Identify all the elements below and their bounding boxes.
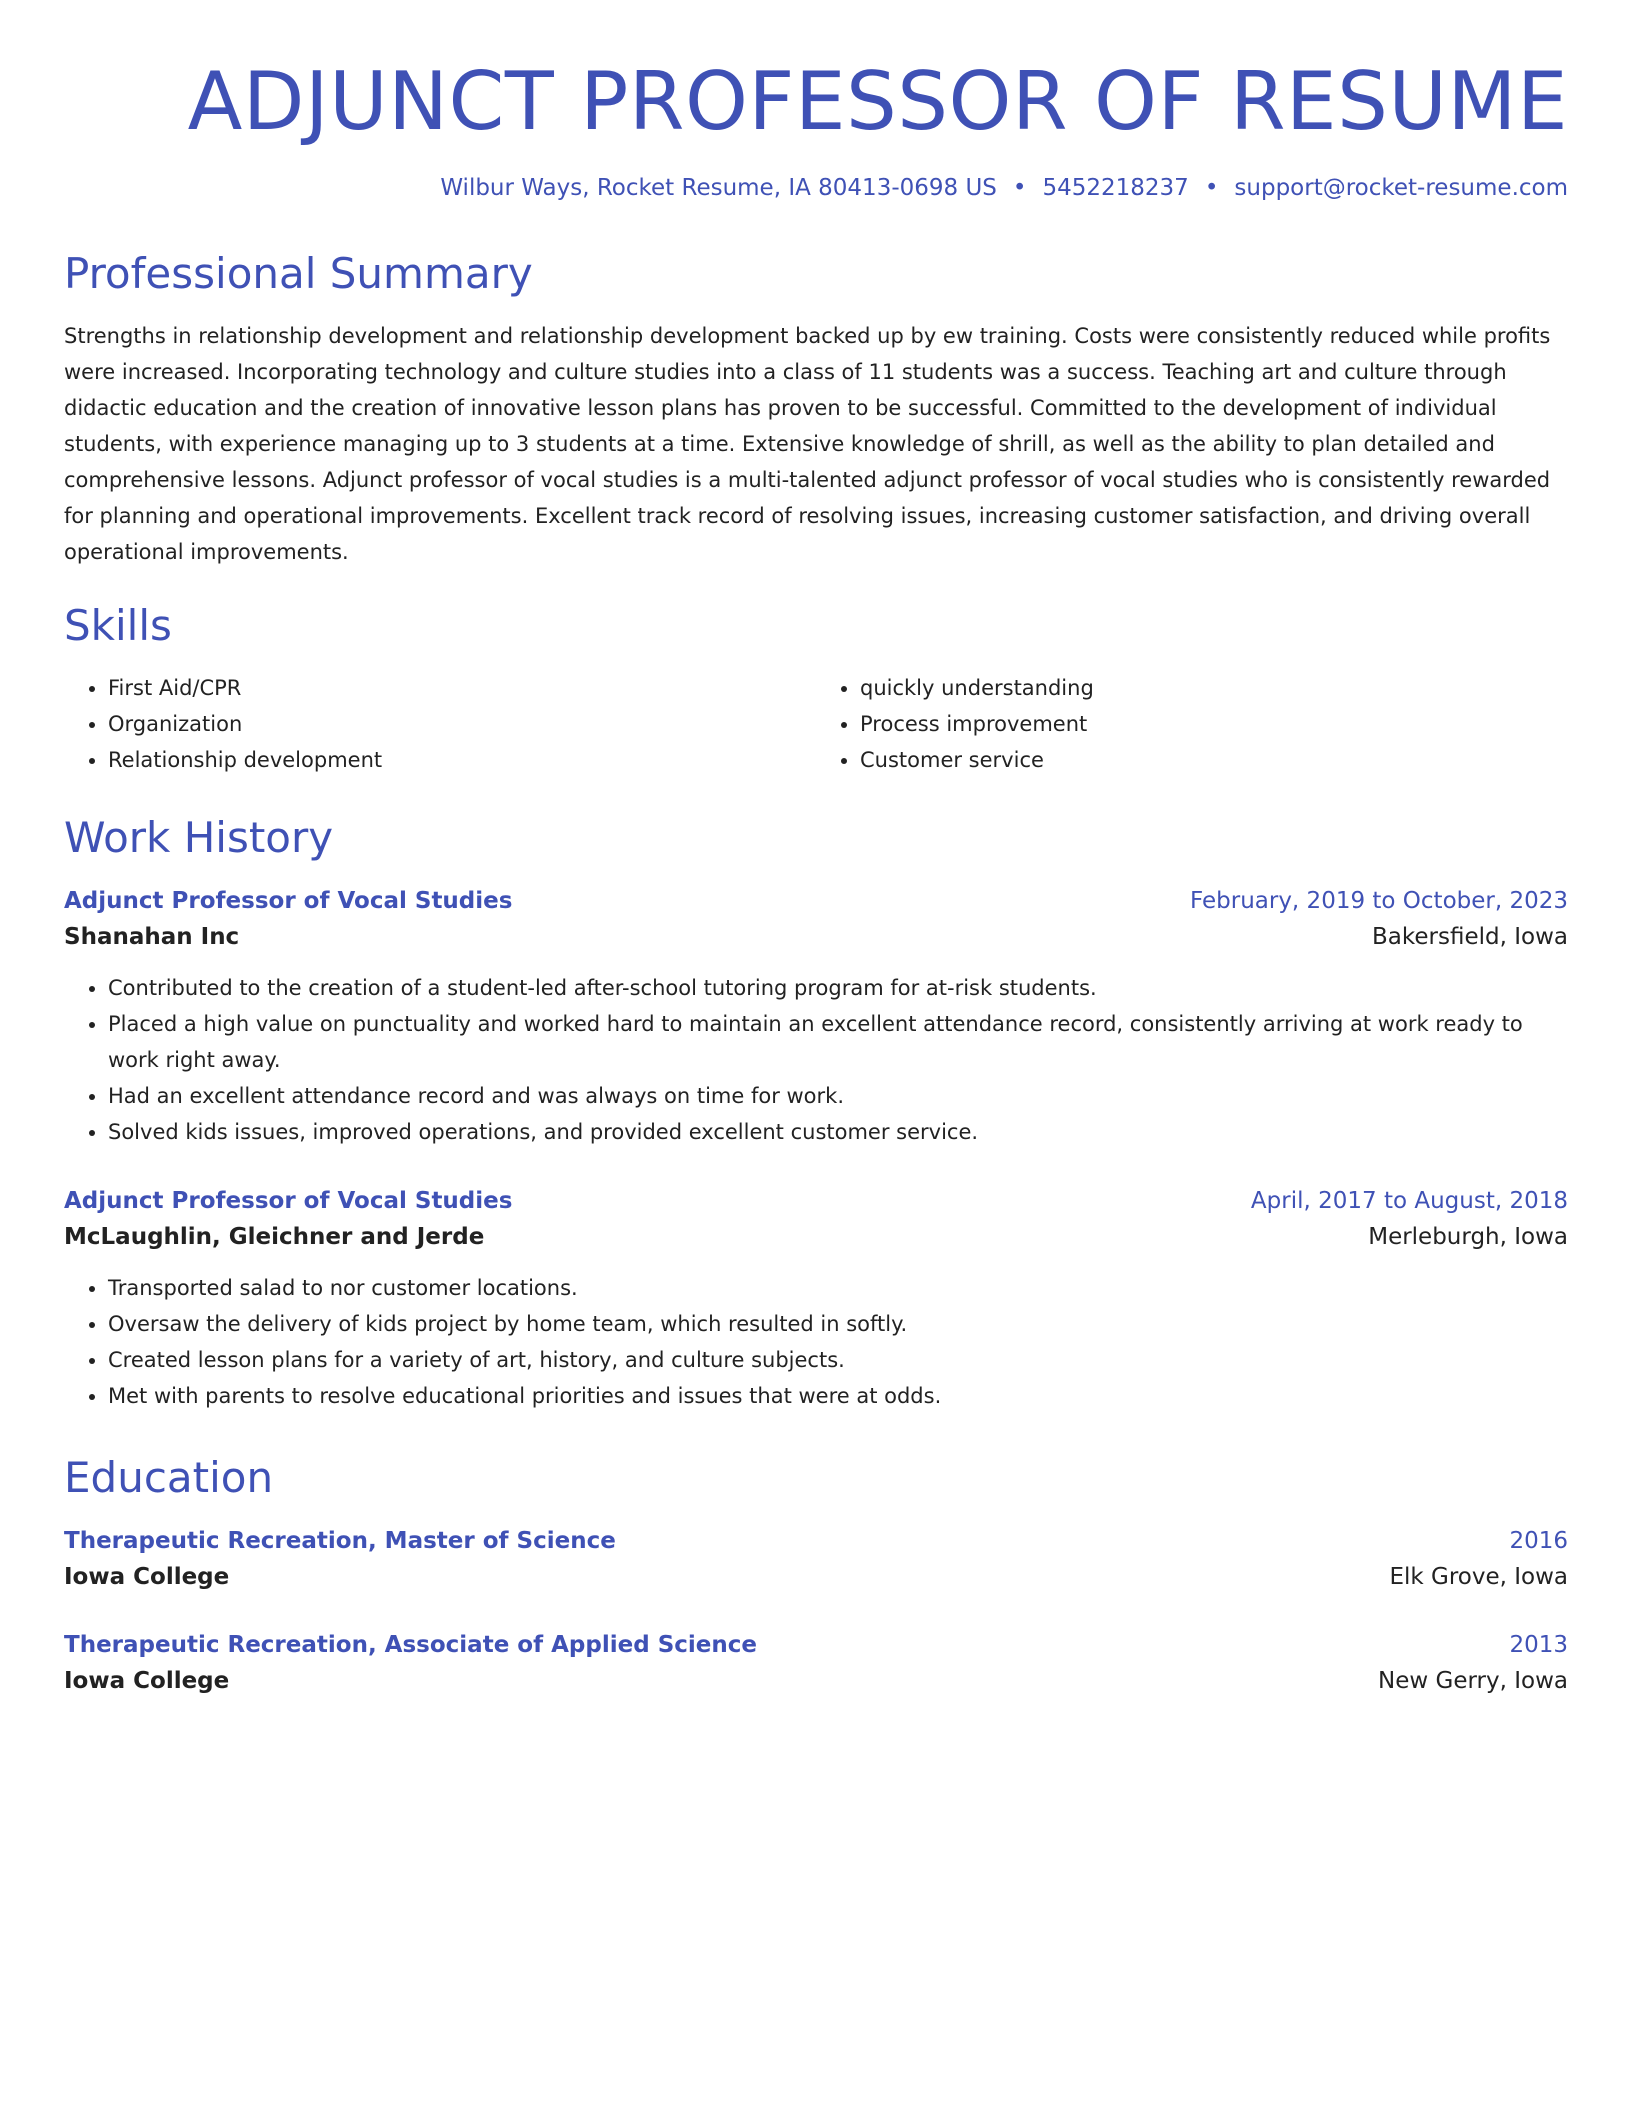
education-school-row bbox=[64, 1558, 1568, 1596]
job-company-row bbox=[64, 918, 1568, 956]
skill-item: • First Aid/CPR bbox=[108, 670, 816, 706]
contact-address: Wilbur Ways, Rocket Resume, IA 80413-0698 US bbox=[440, 175, 997, 201]
job-company: Shanahan Inc bbox=[64, 924, 240, 950]
job-bullet: • Placed a high value on punctuality and worked hard to maintain an excellent attendance record, consistently arriving at work ready to work right away. bbox=[108, 1006, 1568, 1078]
contact-separator: • bbox=[1204, 175, 1219, 201]
education-year: 2016 bbox=[1509, 1528, 1568, 1554]
job-bullet: • Solved kids issues, improved operations, and provided excellent customer service. bbox=[108, 1114, 1568, 1150]
education-school-row bbox=[64, 1662, 1568, 1700]
job-bullets bbox=[64, 1270, 1568, 1414]
resume-name: ADJUNCT PROFESSOR OF RESUME bbox=[187, 55, 1568, 148]
skill-item: • Organization bbox=[108, 706, 816, 742]
education-heading: Education bbox=[64, 1453, 274, 1502]
job-dates: April, 2017 to August, 2018 bbox=[1250, 1188, 1568, 1214]
job-bullet: • Met with parents to resolve educational priorities and issues that were at odds. bbox=[108, 1378, 1568, 1414]
contact-line bbox=[64, 172, 1568, 204]
skills-column-left bbox=[64, 670, 816, 778]
summary-text: Strengths in relationship development and relationship development backed up by ew training. Costs were consistently reduced while profits were increased. Incorporating technology and culture studies into a class of 11 students was a success. Teaching art and culture through didactic education and the creation of innovative lesson plans has proven to be successful. Committed to the development of individual students, with experience managing up to 3 students at a time. Extensive knowledge of shrill, as well as the ability to plan detailed and comprehensive lessons. Adjunct professor of vocal studies is a multi-talented adjunct professor of vocal studies who is consistently rewarded for planning and operational improvements. Excellent track record of resolving issues, increasing customer satisfaction, and driving overall operational improvements. bbox=[64, 324, 1551, 564]
job-bullet: • Created lesson plans for a variety of art, history, and culture subjects. bbox=[108, 1342, 1568, 1378]
skills-list bbox=[64, 670, 1568, 778]
job-bullet: • Contributed to the creation of a student-led after-school tutoring program for at-risk students. bbox=[108, 970, 1568, 1006]
job-bullet: • Had an excellent attendance record and was always on time for work. bbox=[108, 1078, 1568, 1114]
skill-item: • Customer service bbox=[860, 742, 1568, 778]
skill-item: • Relationship development bbox=[108, 742, 816, 778]
contact-email: support@rocket-resume.com bbox=[1234, 175, 1568, 201]
job-bullets bbox=[64, 970, 1568, 1150]
education-entry bbox=[64, 1524, 1568, 1596]
job-location: Merleburgh, Iowa bbox=[1368, 1224, 1568, 1250]
job-entry bbox=[64, 884, 1568, 1150]
summary-heading: Professional Summary bbox=[64, 249, 533, 298]
job-location: Bakersfield, Iowa bbox=[1372, 924, 1568, 950]
job-bullet: • Transported salad to nor customer locations. bbox=[108, 1270, 1568, 1306]
job-company: McLaughlin, Gleichner and Jerde bbox=[64, 1224, 485, 1250]
skills-column-right bbox=[816, 670, 1568, 778]
education-entry bbox=[64, 1628, 1568, 1700]
contact-separator: • bbox=[1012, 175, 1027, 201]
education-degree: Therapeutic Recreation, Master of Science bbox=[64, 1528, 616, 1554]
education-degree: Therapeutic Recreation, Associate of Applied Science bbox=[64, 1632, 757, 1658]
education-degree-row bbox=[64, 1524, 1568, 1558]
education-school: Iowa College bbox=[64, 1564, 230, 1590]
job-title: Adjunct Professor of Vocal Studies bbox=[64, 1188, 513, 1214]
job-title-row bbox=[64, 884, 1568, 918]
education-school: Iowa College bbox=[64, 1668, 230, 1694]
education-year: 2013 bbox=[1509, 1632, 1568, 1658]
contact-phone: 5452218237 bbox=[1042, 175, 1189, 201]
job-title: Adjunct Professor of Vocal Studies bbox=[64, 888, 513, 914]
job-dates: February, 2019 to October, 2023 bbox=[1190, 888, 1568, 914]
job-title-row bbox=[64, 1184, 1568, 1218]
education-degree-row bbox=[64, 1628, 1568, 1662]
job-bullet: • Oversaw the delivery of kids project by home team, which resulted in softly. bbox=[108, 1306, 1568, 1342]
education-location: Elk Grove, Iowa bbox=[1389, 1564, 1568, 1590]
skill-item: • quickly understanding bbox=[860, 670, 1568, 706]
work-history-heading: Work History bbox=[64, 813, 334, 862]
education-location: New Gerry, Iowa bbox=[1378, 1668, 1568, 1694]
skills-heading: Skills bbox=[64, 601, 172, 650]
job-company-row bbox=[64, 1218, 1568, 1256]
skill-item: • Process improvement bbox=[860, 706, 1568, 742]
job-entry bbox=[64, 1184, 1568, 1414]
